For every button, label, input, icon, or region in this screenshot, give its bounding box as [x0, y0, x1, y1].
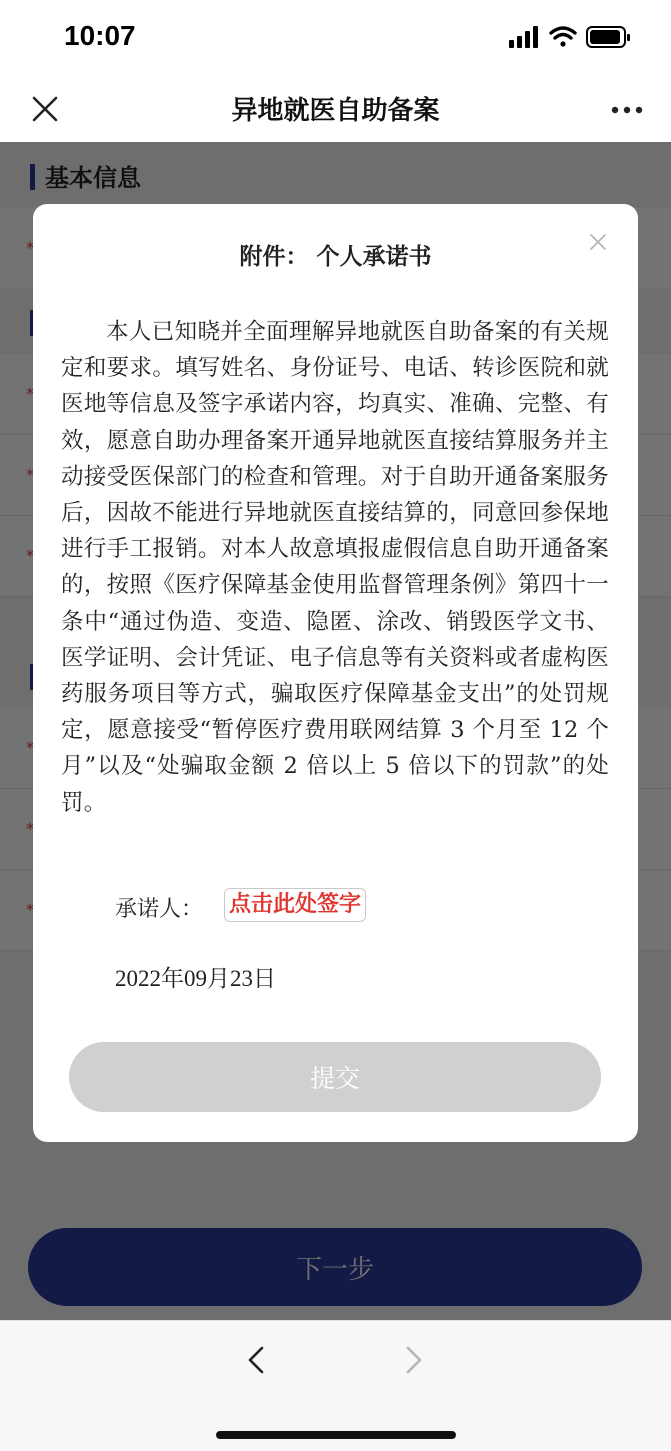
wifi-icon — [551, 28, 575, 47]
commitment-modal — [33, 204, 638, 1142]
sign-date: 2022年09月23日 — [115, 966, 276, 991]
sign-here-button[interactable]: 点击此处签字 — [224, 888, 366, 922]
commitment-text: 本人已知晓并全面理解异地就医自助备案的有关规定和要求。填写姓名、身份证号、电话、转诊医院和就医地等信息及签字承诺内容，均真实、准确、完整、有效，愿意自助办理备案开通异地就医直接结算服务并主动接受医保部门的检查和管理。对于自助开通备案服务后，因故不能进行异地就医直接结算的，同意回参保地进行手工报销。对本人故意填报虚假信息自助开通备案的，按照《医疗保障基金使用监督管理条例》第四十一条中“通过伪造、变造、隐匿、涂改、销毁医学文书、医学证明、会计凭证、电子信息等有关资料或者虚构医药服务项目等方式，骗取医疗保障基金支出”的处罚规定，愿意接受“暂停医疗费用联网结算 3 个月至 12 个月”以及“处骗取金额 2 倍以上 5 倍以下的罚款”的处罚。 — [61, 319, 609, 816]
more-icon[interactable] — [611, 106, 643, 114]
battery-icon — [587, 27, 630, 47]
page-title: 异地就医自助备案 — [231, 96, 440, 126]
modal-title: 附件： 个人承诺书 — [239, 244, 432, 270]
chevron-left-icon[interactable] — [244, 1345, 268, 1375]
bottom-toolbar — [0, 1320, 671, 1451]
signer-label: 承诺人： — [115, 897, 204, 922]
home-indicator — [216, 1431, 456, 1439]
chevron-right-icon[interactable] — [402, 1345, 426, 1375]
status-time: 10:07 — [64, 20, 136, 51]
signal-icon — [509, 26, 538, 48]
status-bar — [0, 0, 671, 76]
submit-button[interactable]: 提交 — [69, 1042, 601, 1112]
nav-bar — [0, 76, 671, 142]
close-icon[interactable] — [588, 232, 608, 252]
status-icons — [509, 24, 633, 52]
